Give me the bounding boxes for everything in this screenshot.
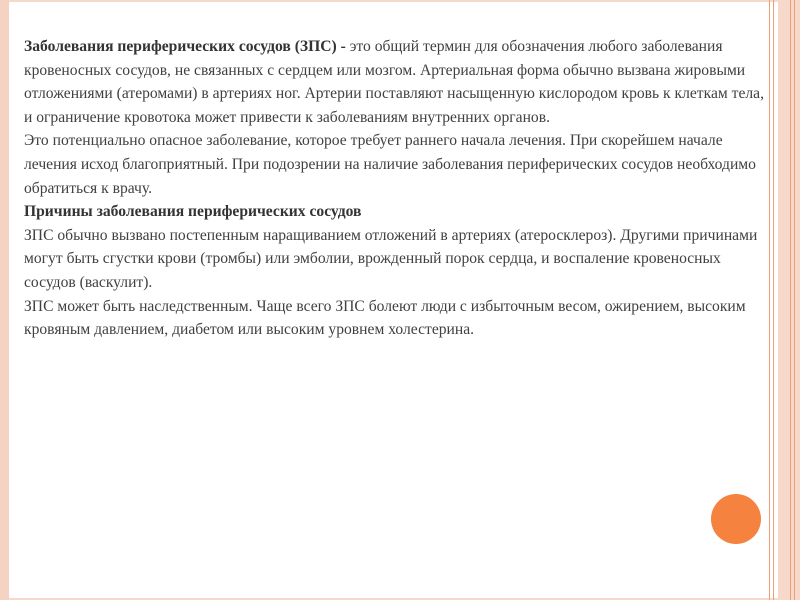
right-decorative-line (773, 0, 774, 600)
paragraph-causes: ЗПС обычно вызвано постепенным наращиванием отложений в артериях (атеросклероз). Другими причинами могут быть сгустки крови (тромбы) или эмболии, врожденный порок сердца, и воспаление кровеносных сосудов (васкулит). (24, 226, 758, 291)
top-border (0, 0, 800, 2)
right-decorative-line (769, 0, 770, 600)
paragraph-treatment: Это потенциально опасное заболевание, которое требует раннего начала лечения. При скорейшем начале лечения исход благоприятный. При подозрении на наличие заболевания периферических сосудов необходимо обратиться к врачу. (24, 132, 756, 197)
right-decorative-line (794, 0, 795, 600)
left-decorative-stripe (0, 0, 9, 600)
causes-heading (24, 200, 766, 224)
orange-circle-decoration (711, 494, 761, 544)
term-title: Заболевания периферических сосудов (ЗПС) - (24, 38, 346, 55)
right-decorative-line (790, 0, 791, 600)
definition-text: это общий термин для обозначения любого заболевания кровеносных сосудов, не связанных с сердцем или мозгом. Артериальная форма обычно вызвана жировыми отложениями (атеромами) в артериях ног. Артерии поставляют насыщенную кислородом кровь к клеткам тела, и ограничение кровотока может привести к заболеваниям внутренних органов. (24, 38, 764, 126)
slide-body-text (24, 35, 766, 342)
right-decorative-stripe (778, 0, 800, 600)
paragraph-risk-factors: ЗПС может быть наследственным. Чаще всего ЗПС болеют люди с избыточным весом, ожирением, высоким кровяным давлением, диабетом или высоким уровнем холестерина. (24, 297, 746, 339)
paragraph-definition (24, 35, 766, 129)
causes-heading-text: Причины заболевания периферических сосудов (24, 203, 362, 221)
